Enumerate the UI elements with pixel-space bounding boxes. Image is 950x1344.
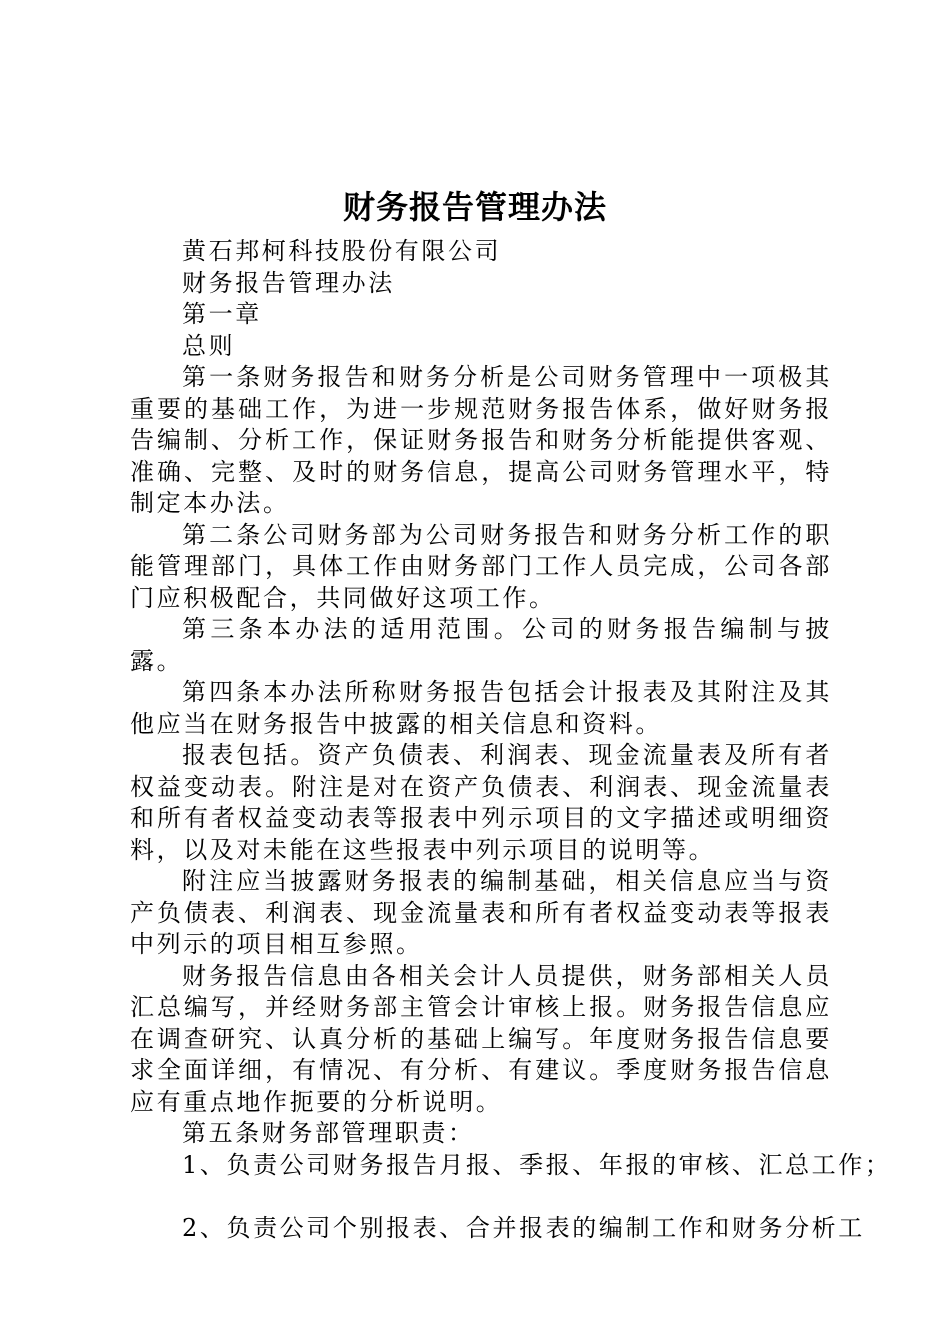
article-4-statements: 报表包括。资产负债表、利润表、现金流量表及所有者权益变动表。附注是对在资产负债表、利润表、现金流量表和所有者权益变动表等报表中列示项目的文字描述或明细资料，以及对未能在这些报表中列示项目的说明等。 <box>130 741 832 864</box>
article-1: 第一条财务报告和财务分析是公司财务管理中一项极其重要的基础工作，为进一步规范财务报告体系，做好财务报告编制、分析工作，保证财务报告和财务分析能提供客观、准确、完整、及时的财务信息，提高公司财务管理水平，特制定本办法。 <box>130 363 832 517</box>
chapter-heading: 第一章 <box>182 300 262 328</box>
article-5: 第五条财务部管理职责： <box>182 1119 475 1147</box>
article-4-info: 财务报告信息由各相关会计人员提供，财务部相关人员汇总编写，并经财务部主管会计审核上报。财务报告信息应在调查研究、认真分析的基础上编写。年度财务报告信息要求全面详细，有情况、有分析、有建议。季度财务报告信息应有重点地作扼要的分析说明。 <box>130 961 832 1116</box>
chapter-title: 总则 <box>182 331 236 360</box>
document-body <box>130 236 892 1244</box>
article-4-notes: 附注应当披露财务报表的编制基础，相关信息应当与资产负债表、利润表、现金流量表和所有者权益变动表等报表中列示的项目相互参照。 <box>130 867 832 958</box>
document-title: 财务报告管理办法 <box>342 188 607 226</box>
article-2: 第二条公司财务部为公司财务报告和财务分析工作的职能管理部门，具体工作由财务部门工作人员完成，公司各部门应积极配合，共同做好这项工作。 <box>130 520 832 612</box>
subtitle: 财务报告管理办法 <box>182 268 395 297</box>
company-name: 黄石邦柯科技股份有限公司 <box>182 237 502 265</box>
duty-item-1: 1、负责公司财务报告月报、季报、年报的审核、汇总工作； <box>182 1150 892 1179</box>
article-4: 第四条本办法所称财务报告包括会计报表及其附注及其他应当在财务报告中披露的相关信息和资料。 <box>130 678 832 738</box>
article-3: 第三条本办法的适用范围。公司的财务报告编制与披露。 <box>130 615 832 675</box>
duty-item-2: 2、负责公司个别报表、合并报表的编制工作和财务分析工 <box>182 1213 865 1242</box>
